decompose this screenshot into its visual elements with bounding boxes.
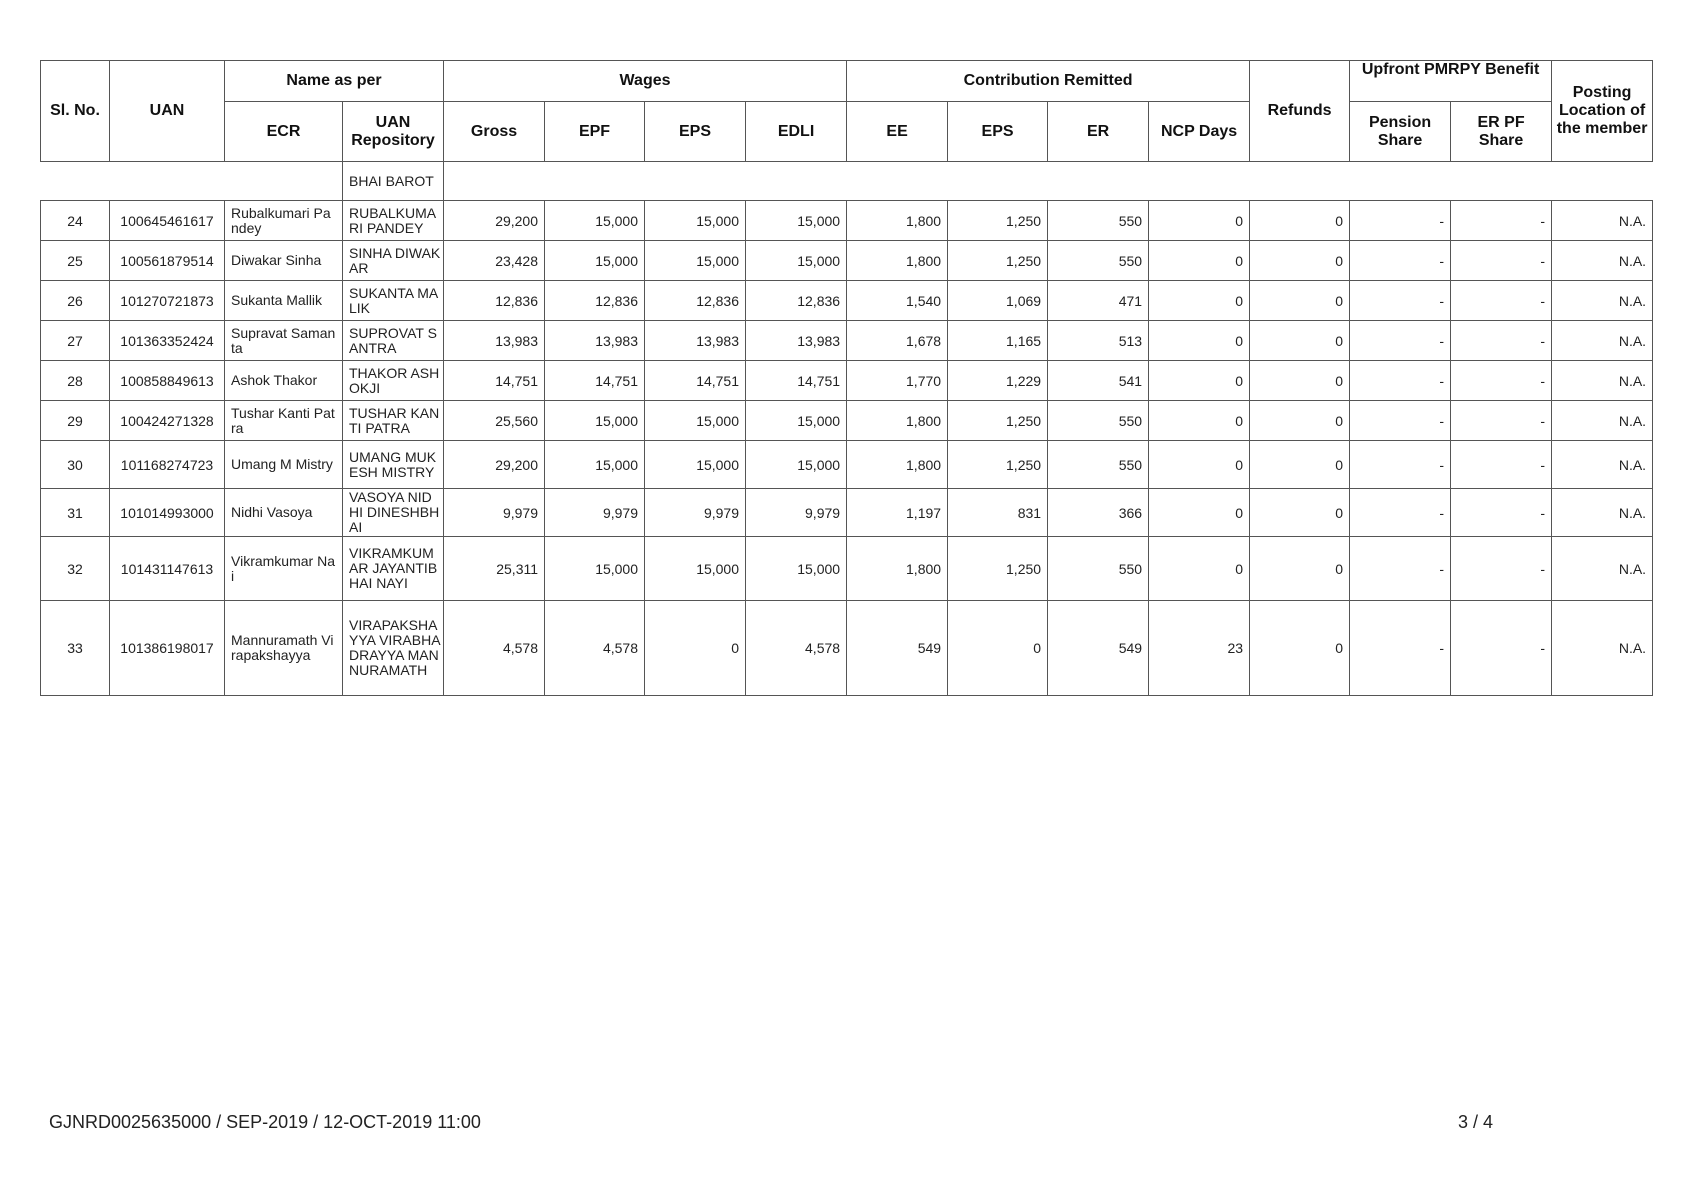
header-pension-share: Pension Share xyxy=(1350,102,1451,162)
cell-ecr-name: Nidhi Vasoya xyxy=(225,489,343,537)
cell-posting-location: N.A. xyxy=(1552,201,1653,241)
cell-sl-no: 32 xyxy=(41,537,110,601)
cell-uan-repository-name: SINHA DIWAKAR xyxy=(343,241,444,281)
cell-epf: 15,000 xyxy=(545,201,645,241)
cell-sl-no: 30 xyxy=(41,441,110,489)
cell-gross: 13,983 xyxy=(444,321,545,361)
cell-edli: 15,000 xyxy=(746,401,847,441)
cell-contribution-eps: 1,250 xyxy=(948,537,1048,601)
cell-ecr-name: Vikramkumar Nai xyxy=(225,537,343,601)
cell-epf: 4,578 xyxy=(545,601,645,696)
cell-er: 366 xyxy=(1048,489,1149,537)
cell-er: 513 xyxy=(1048,321,1149,361)
header-uan-repository: UAN Repository xyxy=(343,102,444,162)
cell-uan: 101363352424 xyxy=(110,321,225,361)
cell-ecr-name: Sukanta Mallik xyxy=(225,281,343,321)
cell-eps: 9,979 xyxy=(645,489,746,537)
header-sl-no: Sl. No. xyxy=(41,61,110,162)
cell-uan-repository-name: SUKANTA MALIK xyxy=(343,281,444,321)
header-eps: EPS xyxy=(645,102,746,162)
cell-pension-share: - xyxy=(1350,201,1451,241)
cell-edli: 12,836 xyxy=(746,281,847,321)
cell-ncp-days: 0 xyxy=(1149,537,1250,601)
cell-ee: 1,800 xyxy=(847,241,948,281)
cell-contribution-eps: 1,165 xyxy=(948,321,1048,361)
table-row xyxy=(41,401,1653,441)
footer-page-number: 3 / 4 xyxy=(1458,1112,1494,1132)
cell-eps: 15,000 xyxy=(645,241,746,281)
cell-contribution-eps: 1,250 xyxy=(948,441,1048,489)
cell-ncp-days: 0 xyxy=(1149,321,1250,361)
header-contribution-eps: EPS xyxy=(948,102,1048,162)
cell-refunds: 0 xyxy=(1250,401,1350,441)
cell-refunds: 0 xyxy=(1250,201,1350,241)
header-contribution-remitted: Contribution Remitted xyxy=(847,61,1250,102)
cell-epf: 14,751 xyxy=(545,361,645,401)
cell-er-pf-share: - xyxy=(1451,489,1552,537)
cell-gross: 12,836 xyxy=(444,281,545,321)
cell-ee: 1,800 xyxy=(847,537,948,601)
cell-sl-no: 28 xyxy=(41,361,110,401)
cell-contribution-eps: 1,069 xyxy=(948,281,1048,321)
header-edli: EDLI xyxy=(746,102,847,162)
cell-pension-share: - xyxy=(1350,537,1451,601)
cell-edli: 9,979 xyxy=(746,489,847,537)
cell-gross: 29,200 xyxy=(444,201,545,241)
cell-uan-repository-name: VIKRAMKUMAR JAYANTIBHAI NAYI xyxy=(343,537,444,601)
cell-refunds: 0 xyxy=(1250,241,1350,281)
cell-ncp-days: 0 xyxy=(1149,441,1250,489)
cell-contribution-eps: 1,229 xyxy=(948,361,1048,401)
cell-er: 550 xyxy=(1048,241,1149,281)
table-row xyxy=(41,537,1653,601)
cell-posting-location: N.A. xyxy=(1552,321,1653,361)
cell-uan: 100858849613 xyxy=(110,361,225,401)
cell-uan-repository-name: SUPROVAT SANTRA xyxy=(343,321,444,361)
header-uan: UAN xyxy=(110,61,225,162)
cell-refunds: 0 xyxy=(1250,441,1350,489)
header-ecr: ECR xyxy=(225,102,343,162)
cell-ncp-days: 0 xyxy=(1149,401,1250,441)
cell-er: 541 xyxy=(1048,361,1149,401)
cell-eps: 0 xyxy=(645,601,746,696)
cell-pension-share: - xyxy=(1350,441,1451,489)
cell-ncp-days: 0 xyxy=(1149,361,1250,401)
cell-pension-share: - xyxy=(1350,601,1451,696)
cell-posting-location: N.A. xyxy=(1552,361,1653,401)
header-er-pf-share: ER PF Share xyxy=(1451,102,1552,162)
cell-gross: 29,200 xyxy=(444,441,545,489)
cell-er-pf-share: - xyxy=(1451,321,1552,361)
cell-refunds: 0 xyxy=(1250,537,1350,601)
cell-epf: 15,000 xyxy=(545,241,645,281)
cell-contribution-eps: 831 xyxy=(948,489,1048,537)
cell-uan: 100561879514 xyxy=(110,241,225,281)
cell-pension-share: - xyxy=(1350,401,1451,441)
cell-ee: 1,800 xyxy=(847,201,948,241)
footer-ecr-reference: GJNRD0025635000 / SEP-2019 / 12-OCT-2019 11:00 xyxy=(49,1112,481,1132)
cell-posting-location: N.A. xyxy=(1552,441,1653,489)
cell-eps: 12,836 xyxy=(645,281,746,321)
cell-er: 550 xyxy=(1048,201,1149,241)
cell-ee: 1,800 xyxy=(847,401,948,441)
cell-uan: 101168274723 xyxy=(110,441,225,489)
cell-gross: 25,560 xyxy=(444,401,545,441)
continuation-cell: BHAI BAROT xyxy=(343,162,444,201)
cell-ee: 1,800 xyxy=(847,441,948,489)
cell-er: 549 xyxy=(1048,601,1149,696)
table-row xyxy=(41,201,1653,241)
cell-posting-location: N.A. xyxy=(1552,601,1653,696)
cell-posting-location: N.A. xyxy=(1552,401,1653,441)
cell-ncp-days: 0 xyxy=(1149,281,1250,321)
cell-contribution-eps: 1,250 xyxy=(948,401,1048,441)
cell-edli: 13,983 xyxy=(746,321,847,361)
cell-refunds: 0 xyxy=(1250,489,1350,537)
cell-ecr-name: Ashok Thakor xyxy=(225,361,343,401)
cell-eps: 15,000 xyxy=(645,401,746,441)
cell-uan: 101270721873 xyxy=(110,281,225,321)
cell-pension-share: - xyxy=(1350,321,1451,361)
table-row xyxy=(41,321,1653,361)
cell-posting-location: N.A. xyxy=(1552,241,1653,281)
cell-epf: 12,836 xyxy=(545,281,645,321)
header-name-as-per: Name as per xyxy=(225,61,444,102)
cell-pension-share: - xyxy=(1350,281,1451,321)
cell-er: 471 xyxy=(1048,281,1149,321)
cell-posting-location: N.A. xyxy=(1552,537,1653,601)
cell-edli: 15,000 xyxy=(746,537,847,601)
cell-er-pf-share: - xyxy=(1451,241,1552,281)
header-posting-location: Posting Location of the member xyxy=(1552,61,1653,162)
table-row xyxy=(41,601,1653,696)
cell-gross: 25,311 xyxy=(444,537,545,601)
header-epf: EPF xyxy=(545,102,645,162)
cell-uan-repository-name: VIRAPAKSHAYYA VIRABHADRAYYA MANNURAMATH xyxy=(343,601,444,696)
cell-posting-location: N.A. xyxy=(1552,489,1653,537)
cell-edli: 15,000 xyxy=(746,241,847,281)
cell-ecr-name: Umang M Mistry xyxy=(225,441,343,489)
cell-sl-no: 25 xyxy=(41,241,110,281)
cell-ee: 1,678 xyxy=(847,321,948,361)
cell-uan: 101431147613 xyxy=(110,537,225,601)
cell-epf: 13,983 xyxy=(545,321,645,361)
cell-refunds: 0 xyxy=(1250,601,1350,696)
cell-contribution-eps: 0 xyxy=(948,601,1048,696)
cell-sl-no: 33 xyxy=(41,601,110,696)
cell-er-pf-share: - xyxy=(1451,361,1552,401)
cell-gross: 23,428 xyxy=(444,241,545,281)
cell-eps: 15,000 xyxy=(645,201,746,241)
cell-uan-repository-name: THAKOR ASHOKJI xyxy=(343,361,444,401)
cell-er: 550 xyxy=(1048,537,1149,601)
cell-ncp-days: 0 xyxy=(1149,201,1250,241)
cell-ecr-name: Supravat Samanta xyxy=(225,321,343,361)
cell-gross: 14,751 xyxy=(444,361,545,401)
cell-ncp-days: 23 xyxy=(1149,601,1250,696)
cell-er-pf-share: - xyxy=(1451,601,1552,696)
cell-ee: 549 xyxy=(847,601,948,696)
cell-sl-no: 26 xyxy=(41,281,110,321)
cell-er: 550 xyxy=(1048,401,1149,441)
cell-edli: 4,578 xyxy=(746,601,847,696)
cell-refunds: 0 xyxy=(1250,361,1350,401)
cell-ecr-name: Mannuramath Virapakshayya xyxy=(225,601,343,696)
header-gross: Gross xyxy=(444,102,545,162)
cell-uan-repository-name: UMANG MUKESH MISTRY xyxy=(343,441,444,489)
cell-uan: 100645461617 xyxy=(110,201,225,241)
cell-ncp-days: 0 xyxy=(1149,241,1250,281)
cell-uan-repository-name: TUSHAR KANTI PATRA xyxy=(343,401,444,441)
cell-ee: 1,770 xyxy=(847,361,948,401)
cell-er-pf-share: - xyxy=(1451,201,1552,241)
cell-epf: 15,000 xyxy=(545,401,645,441)
cell-ncp-days: 0 xyxy=(1149,489,1250,537)
cell-edli: 14,751 xyxy=(746,361,847,401)
header-er: ER xyxy=(1048,102,1149,162)
continuation-row xyxy=(41,162,1653,201)
header-upfront-pmrpy: Upfront PMRPY Benefit xyxy=(1350,61,1552,102)
cell-ecr-name: Tushar Kanti Patra xyxy=(225,401,343,441)
header-wages: Wages xyxy=(444,61,847,102)
cell-uan-repository-name: RUBALKUMARI PANDEY xyxy=(343,201,444,241)
cell-sl-no: 24 xyxy=(41,201,110,241)
cell-ecr-name: Diwakar Sinha xyxy=(225,241,343,281)
cell-er-pf-share: - xyxy=(1451,441,1552,489)
cell-uan: 100424271328 xyxy=(110,401,225,441)
table-row xyxy=(41,241,1653,281)
table-row xyxy=(41,361,1653,401)
cell-pension-share: - xyxy=(1350,361,1451,401)
cell-uan-repository-name: VASOYA NIDHI DINESHBHAI xyxy=(343,489,444,537)
cell-gross: 9,979 xyxy=(444,489,545,537)
cell-refunds: 0 xyxy=(1250,321,1350,361)
cell-er-pf-share: - xyxy=(1451,537,1552,601)
cell-contribution-eps: 1,250 xyxy=(948,201,1048,241)
cell-ee: 1,540 xyxy=(847,281,948,321)
ecr-member-table xyxy=(40,60,1653,696)
cell-refunds: 0 xyxy=(1250,281,1350,321)
cell-uan: 101386198017 xyxy=(110,601,225,696)
cell-epf: 15,000 xyxy=(545,441,645,489)
cell-ecr-name: Rubalkumari Pandey xyxy=(225,201,343,241)
cell-sl-no: 27 xyxy=(41,321,110,361)
cell-ee: 1,197 xyxy=(847,489,948,537)
table-row xyxy=(41,281,1653,321)
header-refunds: Refunds xyxy=(1250,61,1350,162)
cell-eps: 15,000 xyxy=(645,537,746,601)
table-row xyxy=(41,489,1653,537)
cell-er: 550 xyxy=(1048,441,1149,489)
cell-er-pf-share: - xyxy=(1451,281,1552,321)
cell-er-pf-share: - xyxy=(1451,401,1552,441)
cell-contribution-eps: 1,250 xyxy=(948,241,1048,281)
header-ee: EE xyxy=(847,102,948,162)
cell-sl-no: 31 xyxy=(41,489,110,537)
cell-pension-share: - xyxy=(1350,489,1451,537)
header-ncp-days: NCP Days xyxy=(1149,102,1250,162)
cell-edli: 15,000 xyxy=(746,441,847,489)
cell-epf: 15,000 xyxy=(545,537,645,601)
cell-eps: 14,751 xyxy=(645,361,746,401)
cell-pension-share: - xyxy=(1350,241,1451,281)
cell-sl-no: 29 xyxy=(41,401,110,441)
cell-uan: 101014993000 xyxy=(110,489,225,537)
cell-epf: 9,979 xyxy=(545,489,645,537)
cell-posting-location: N.A. xyxy=(1552,281,1653,321)
cell-gross: 4,578 xyxy=(444,601,545,696)
cell-edli: 15,000 xyxy=(746,201,847,241)
cell-eps: 13,983 xyxy=(645,321,746,361)
cell-eps: 15,000 xyxy=(645,441,746,489)
table-row xyxy=(41,441,1653,489)
